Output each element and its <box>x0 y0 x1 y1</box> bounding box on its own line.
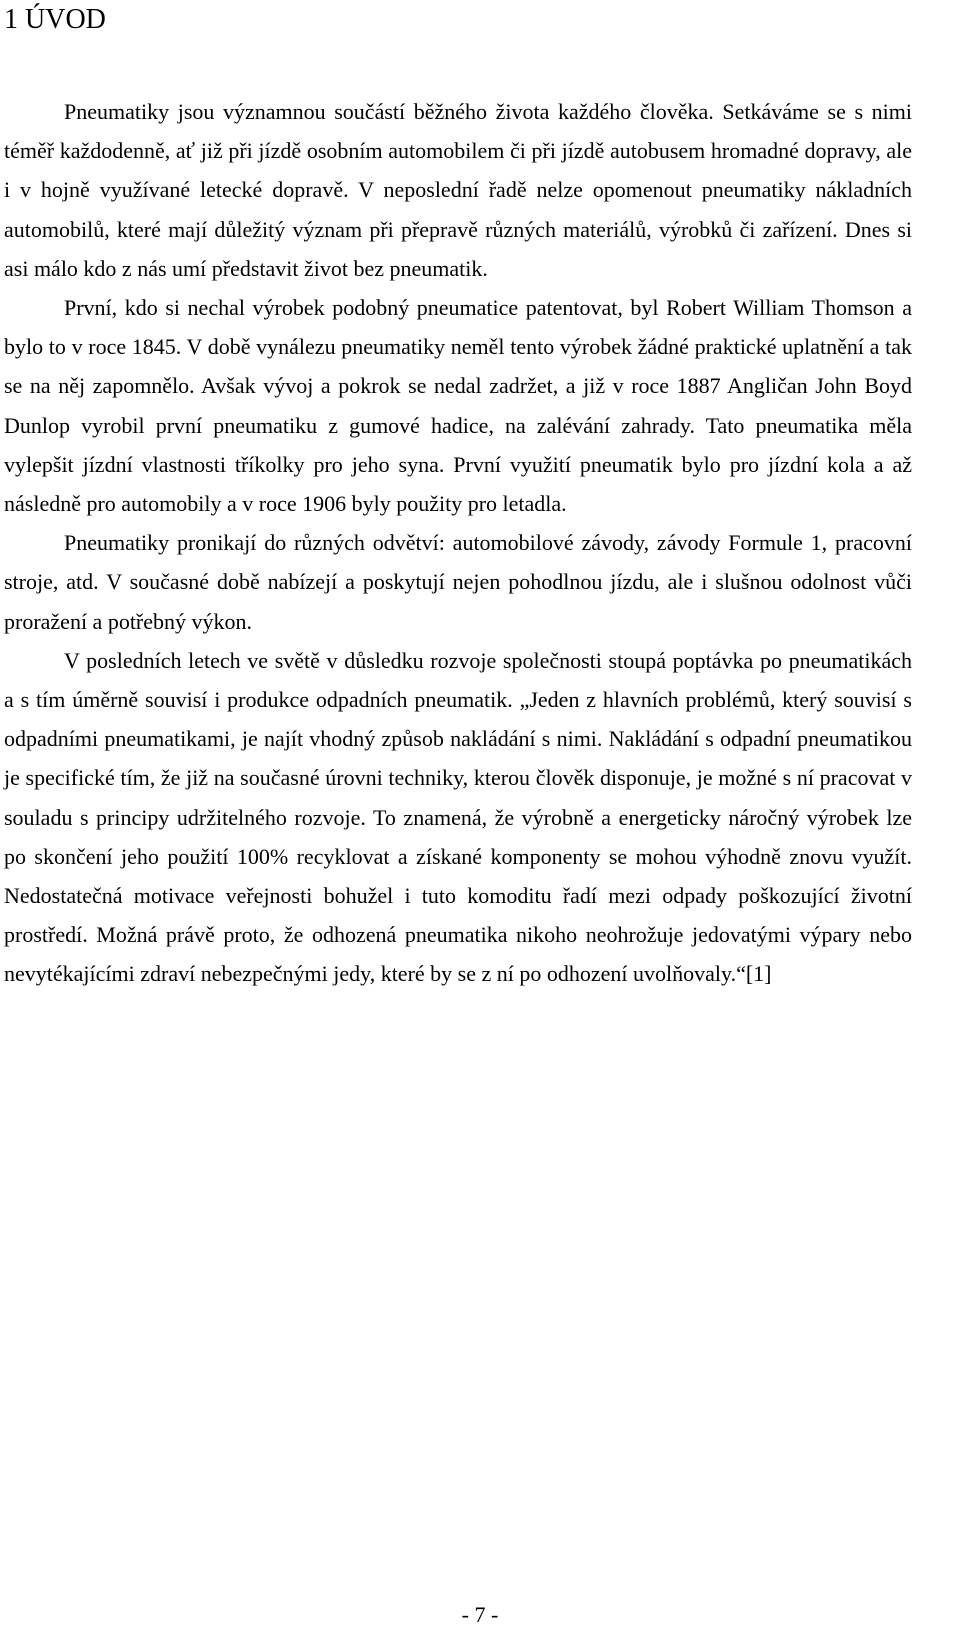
paragraph-3: Pneumatiky pronikají do různých odvětví: automobilové závody, závody Formule 1, pracovní stroje, atd. V současné době nabízejí a poskytují nejen pohodlnou jízdu, ale i slušnou odolnost vůči proražení a potřebný výkon. <box>4 530 912 634</box>
body-text <box>4 92 912 994</box>
section-heading: 1 ÚVOD <box>4 4 106 35</box>
page-number: - 7 - <box>461 1602 499 1627</box>
paragraph-4: V posledních letech ve světě v důsledku rozvoje společnosti stoupá poptávka po pneumatikách a s tím úměrně souvisí i produkce odpadních pneumatik. „Jeden z hlavních problémů, který souvisí s odpadními pneumatikami, je najít vhodný způsob nakládání s nimi. Nakládání s odpadní pneumatikou je specifické tím, že již na současné úrovni techniky, kterou člověk disponuje, je možné s ní pracovat v souladu s principy udržitelného rozvoje. To znamená, že výrobně a energeticky náročný výrobek lze po skončení jeho použití 100% recyklovat a získané komponenty se mohou výhodně znovu využít. Nedostatečná motivace veřejnosti bohužel i tuto komoditu řadí mezi odpady poškozující životní prostředí. Možná právě proto, že odhozená pneumatika nikoho neohrožuje jedovatými výpary nebo nevytékajícími zdraví nebezpečnými jedy, které by se z ní po odhození uvolňovaly.“[1] <box>4 647 912 987</box>
paragraph-1: Pneumatiky jsou významnou součástí běžného života každého člověka. Setkáváme se s nimi téměř každodenně, ať již při jízdě osobním automobilem či při jízdě autobusem hromadné dopravy, ale i v hojně využívané letecké dopravě. V neposlední řadě nelze opomenout pneumatiky nákladních automobilů, které mají důležitý význam při přepravě různých materiálů, výrobků či zařízení. Dnes si asi málo kdo z nás umí představit život bez pneumatik. <box>4 99 912 281</box>
paragraph-2: První, kdo si nechal výrobek podobný pneumatice patentovat, byl Robert William Thomson a bylo to v roce 1845. V době vynálezu pneumatiky neměl tento výrobek žádné praktické uplatnění a tak se na něj zapomnělo. Avšak vývoj a pokrok se nedal zadržet, a již v roce 1887 Angličan John Boyd Dunlop vyrobil první pneumatiku z gumové hadice, na zalévání zahrady. Tato pneumatika měla vylepšit jízdní vlastnosti tříkolky pro jeho syna. První využití pneumatik bylo pro jízdní kola a až následně pro automobily a v roce 1906 byly použity pro letadla. <box>4 295 912 517</box>
